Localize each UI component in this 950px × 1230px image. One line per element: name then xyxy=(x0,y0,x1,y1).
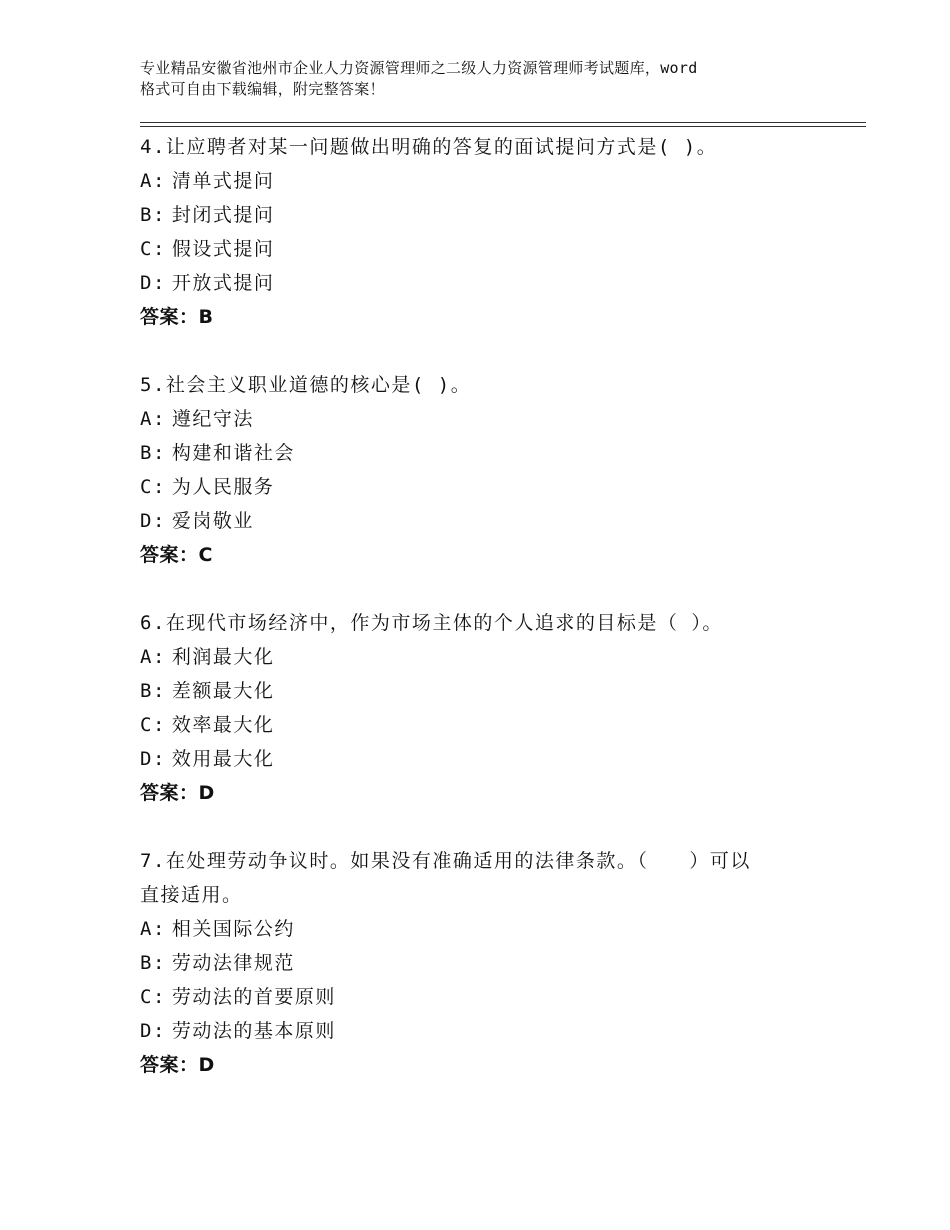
option-key: A: xyxy=(140,170,166,192)
option-text: 清单式提问 xyxy=(171,170,275,192)
option-key: B: xyxy=(140,680,166,702)
question-6 xyxy=(140,606,840,810)
option-a xyxy=(140,640,840,674)
option-d xyxy=(140,504,840,538)
option-c xyxy=(140,708,840,742)
option-text: 劳动法的首要原则 xyxy=(171,986,336,1008)
option-text: 开放式提问 xyxy=(171,272,275,294)
header-divider-bottom xyxy=(140,126,866,127)
option-text: 劳动法律规范 xyxy=(171,952,295,974)
option-c xyxy=(140,470,840,504)
option-c xyxy=(140,232,840,266)
question-stem: 5.社会主义职业道德的核心是( )。 xyxy=(140,374,472,396)
answer-label: 答案： xyxy=(140,544,199,566)
option-b xyxy=(140,674,840,708)
option-d xyxy=(140,742,840,776)
option-d xyxy=(140,1014,840,1048)
question-list xyxy=(140,130,840,1116)
option-text: 爱岗敬业 xyxy=(171,510,254,532)
option-key: D: xyxy=(140,510,166,532)
option-text: 效率最大化 xyxy=(171,714,275,736)
option-b xyxy=(140,436,840,470)
option-key: C: xyxy=(140,238,166,260)
question-4 xyxy=(140,130,840,334)
option-a xyxy=(140,912,840,946)
answer-value: D xyxy=(198,782,215,804)
header-title-line-2: 格式可自由下载编辑，附完整答案！ xyxy=(140,80,385,98)
answer-value: D xyxy=(198,1054,215,1076)
question-7 xyxy=(140,844,840,1082)
option-key: D: xyxy=(140,1020,166,1042)
option-text: 差额最大化 xyxy=(171,680,275,702)
option-text: 假设式提问 xyxy=(171,238,275,260)
option-b xyxy=(140,946,840,980)
answer xyxy=(140,776,840,810)
option-key: C: xyxy=(140,714,166,736)
option-text: 为人民服务 xyxy=(171,476,275,498)
document-header xyxy=(140,58,840,100)
answer xyxy=(140,538,840,572)
question-stem: 7.在处理劳动争议时。如果没有准确适用的法律条款。（ ）可以 xyxy=(140,850,751,872)
option-a xyxy=(140,164,840,198)
option-key: A: xyxy=(140,646,166,668)
question-stem: 4.让应聘者对某一问题做出明确的答复的面试提问方式是( )。 xyxy=(140,136,718,158)
question-stem-continued: 直接适用。 xyxy=(140,884,243,906)
header-divider-top xyxy=(140,122,866,123)
option-a xyxy=(140,402,840,436)
question-stem: 6.在现代市场经济中，作为市场主体的个人追求的目标是（ ）。 xyxy=(140,612,723,634)
option-key: D: xyxy=(140,748,166,770)
option-text: 相关国际公约 xyxy=(171,918,295,940)
option-key: A: xyxy=(140,408,166,430)
option-key: C: xyxy=(140,476,166,498)
header-title-line-1: 专业精品安徽省池州市企业人力资源管理师之二级人力资源管理师考试题库，word xyxy=(140,59,698,77)
answer-label: 答案： xyxy=(140,782,199,804)
option-text: 封闭式提问 xyxy=(171,204,275,226)
answer-value: B xyxy=(198,306,214,328)
answer xyxy=(140,300,840,334)
answer-label: 答案： xyxy=(140,306,199,328)
option-text: 劳动法的基本原则 xyxy=(171,1020,336,1042)
option-c xyxy=(140,980,840,1014)
option-b xyxy=(140,198,840,232)
answer-label: 答案： xyxy=(140,1054,199,1076)
option-d xyxy=(140,266,840,300)
option-text: 效用最大化 xyxy=(171,748,275,770)
option-key: B: xyxy=(140,442,166,464)
option-key: B: xyxy=(140,952,166,974)
option-text: 遵纪守法 xyxy=(171,408,254,430)
option-text: 利润最大化 xyxy=(171,646,275,668)
option-key: D: xyxy=(140,272,166,294)
answer xyxy=(140,1048,840,1082)
option-key: B: xyxy=(140,204,166,226)
option-key: C: xyxy=(140,986,166,1008)
answer-value: C xyxy=(198,544,213,566)
option-text: 构建和谐社会 xyxy=(171,442,295,464)
option-key: A: xyxy=(140,918,166,940)
question-5 xyxy=(140,368,840,572)
